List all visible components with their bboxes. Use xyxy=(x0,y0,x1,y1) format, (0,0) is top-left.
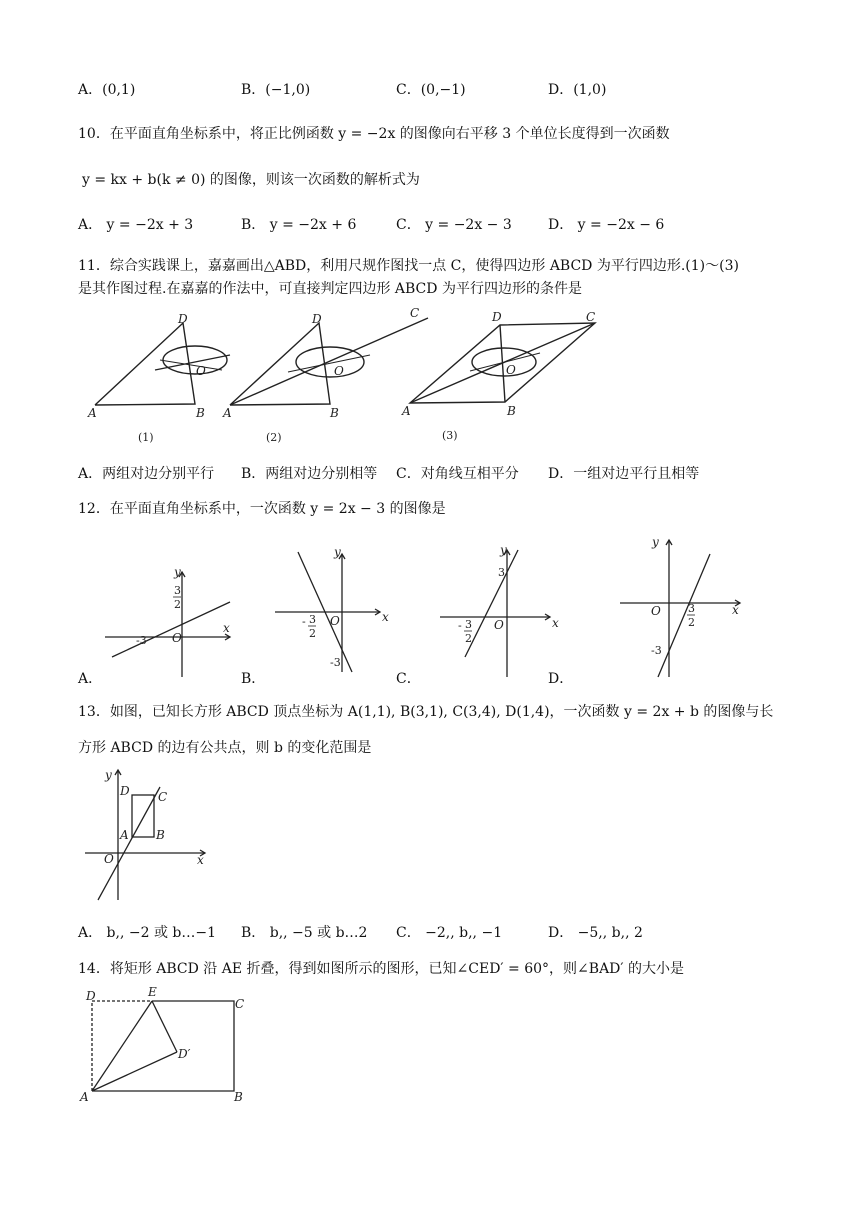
q9-option-a: A．(0,1) xyxy=(78,82,136,98)
q12-a-tick-neg3: -3 xyxy=(136,634,147,647)
q12-d-x-label: x xyxy=(732,603,739,617)
q14-label-e: E xyxy=(148,985,157,999)
q13-option-d: D． −5,, b,, 2 xyxy=(548,925,643,941)
q12-b-frac-neg: - xyxy=(302,615,306,628)
q12-graph-options xyxy=(80,532,760,682)
q14-label-b: B xyxy=(234,1090,243,1104)
q9-option-b: B．(−1,0) xyxy=(241,82,311,98)
q14-label-d-prime: D′ xyxy=(178,1047,191,1061)
q14-fold-figure xyxy=(74,984,274,1104)
q12-c-frac-num: 3 xyxy=(465,618,472,631)
q12-a-y-label: y xyxy=(174,565,181,579)
q12-option-a: A． xyxy=(78,671,103,687)
q12-d-frac-num: 3 xyxy=(688,602,695,615)
q12-d-y-label: y xyxy=(652,535,659,549)
q11-construction-figures xyxy=(80,305,800,450)
q12-option-d: D． xyxy=(548,671,574,687)
q13-x-label: x xyxy=(197,853,204,867)
q11-fig1-label-o: O xyxy=(196,364,206,378)
q12-b-y-label: y xyxy=(334,545,341,559)
q10-stem-line2: y = kx + b(k ≠ 0) 的图像，则该一次函数的解析式为 xyxy=(82,172,420,188)
q11-fig2-label-c: C xyxy=(410,306,420,320)
q11-stem-line1: 11．综合实践课上，嘉嘉画出△ABD，利用尺规作图找一点 C，使得四边形 ABCD 为平行四边形.(1)～(3) xyxy=(78,258,739,274)
q12-c-x-label: x xyxy=(552,616,559,630)
q11-stem-line2: 是其作图过程.在嘉嘉的作法中，可直接判定四边形 ABCD 为平行四边形的条件是 xyxy=(78,281,582,297)
q11-fig1-label-d: D xyxy=(178,312,188,326)
q12-a-frac-den: 2 xyxy=(174,598,181,611)
q11-fig2-label-d: D xyxy=(312,312,322,326)
q11-fig3-label-o: O xyxy=(506,363,516,377)
q11-figure-3 xyxy=(410,323,595,403)
q10-stem-line1: 10．在平面直角坐标系中，将正比例函数 y = −2x 的图像向右平移 3 个单位长度得到一次函数 xyxy=(78,126,670,142)
q12-b-tick-neg3: -3 xyxy=(330,656,341,669)
q11-fig2-label-b: B xyxy=(330,406,339,420)
q13-label-b: B xyxy=(156,828,165,842)
q12-c-frac-neg: - xyxy=(458,619,462,632)
q11-fig3-label-d: D xyxy=(492,310,502,324)
q12-d-tick-neg3: -3 xyxy=(651,644,662,657)
q10-option-b: B． y = −2x + 6 xyxy=(241,217,357,233)
q13-stem-line2: 方形 ABCD 的边有公共点，则 b 的变化范围是 xyxy=(78,740,372,756)
q13-option-b: B． b,, −5 或 b…2 xyxy=(241,925,368,941)
q14-label-a: A xyxy=(80,1090,89,1104)
q11-fig1-caption: (1) xyxy=(138,431,154,444)
q11-option-a: A．两组对边分别平行 xyxy=(78,466,215,482)
q11-option-d: D．一组对边平行且相等 xyxy=(548,466,700,482)
q12-stem: 12．在平面直角坐标系中，一次函数 y = 2x − 3 的图像是 xyxy=(78,501,446,517)
q13-stem-line1: 13．如图，已知长方形 ABCD 顶点坐标为 A(1,1), B(3,1), C(3,4), D(1,4)，一次函数 y = 2x + b 的图像与长 xyxy=(78,704,774,720)
q11-fig3-label-c: C xyxy=(586,310,596,324)
q9-option-c: C．(0,−1) xyxy=(396,82,466,98)
q12-c-tick-pos3: 3 xyxy=(498,566,505,579)
q12-option-b: B． xyxy=(241,671,266,687)
q12-c-y-label: y xyxy=(500,543,507,557)
q12-option-c: C． xyxy=(396,671,421,687)
q11-fig3-label-b: B xyxy=(507,404,516,418)
q11-option-b: B．两组对边分别相等 xyxy=(241,466,378,482)
q12-a-x-label: x xyxy=(223,621,230,635)
q11-fig3-label-a: A xyxy=(402,404,411,418)
q12-d-origin: O xyxy=(651,604,661,618)
q12-a-origin: O xyxy=(172,631,182,645)
q12-b-x-label: x xyxy=(382,610,389,624)
q13-label-a: A xyxy=(120,828,129,842)
q13-origin-label: O xyxy=(104,852,114,866)
q14-label-c: C xyxy=(235,997,245,1011)
q11-fig2-caption: (2) xyxy=(266,431,282,444)
q11-figure-1 xyxy=(95,323,230,405)
q13-label-c: C xyxy=(158,790,168,804)
q13-rectangle-figure xyxy=(80,765,220,905)
q11-fig3-caption: (3) xyxy=(442,429,458,442)
q11-fig2-label-o: O xyxy=(334,364,344,378)
q12-b-frac-den: 2 xyxy=(309,627,316,640)
q11-option-c: C．对角线互相平分 xyxy=(396,466,519,482)
q12-b-frac-num: 3 xyxy=(309,613,316,626)
q12-c-frac-den: 2 xyxy=(465,632,472,645)
q12-b-origin: O xyxy=(330,614,340,628)
q11-fig1-label-b: B xyxy=(196,406,205,420)
q14-label-d: D xyxy=(86,989,96,1003)
q10-option-c: C． y = −2x − 3 xyxy=(396,217,512,233)
q13-option-a: A． b,, −2 或 b…−1 xyxy=(78,925,217,941)
q13-y-label: y xyxy=(105,768,112,782)
q10-option-a: A． y = −2x + 3 xyxy=(78,217,194,233)
q11-figure-2 xyxy=(230,318,428,405)
q12-d-frac-den: 2 xyxy=(688,616,695,629)
q11-fig1-label-a: A xyxy=(88,406,97,420)
q13-label-d: D xyxy=(120,784,130,798)
q9-option-d: D．(1,0) xyxy=(548,82,607,98)
q12-a-frac-num: 3 xyxy=(174,584,181,597)
q11-fig2-label-a: A xyxy=(223,406,232,420)
q10-option-d: D． y = −2x − 6 xyxy=(548,217,665,233)
q14-stem: 14．将矩形 ABCD 沿 AE 折叠，得到如图所示的图形，已知∠CED′ = 60°，则∠BAD′ 的大小是 xyxy=(78,961,685,977)
q12-c-origin: O xyxy=(494,618,504,632)
q13-option-c: C． −2,, b,, −1 xyxy=(396,925,503,941)
